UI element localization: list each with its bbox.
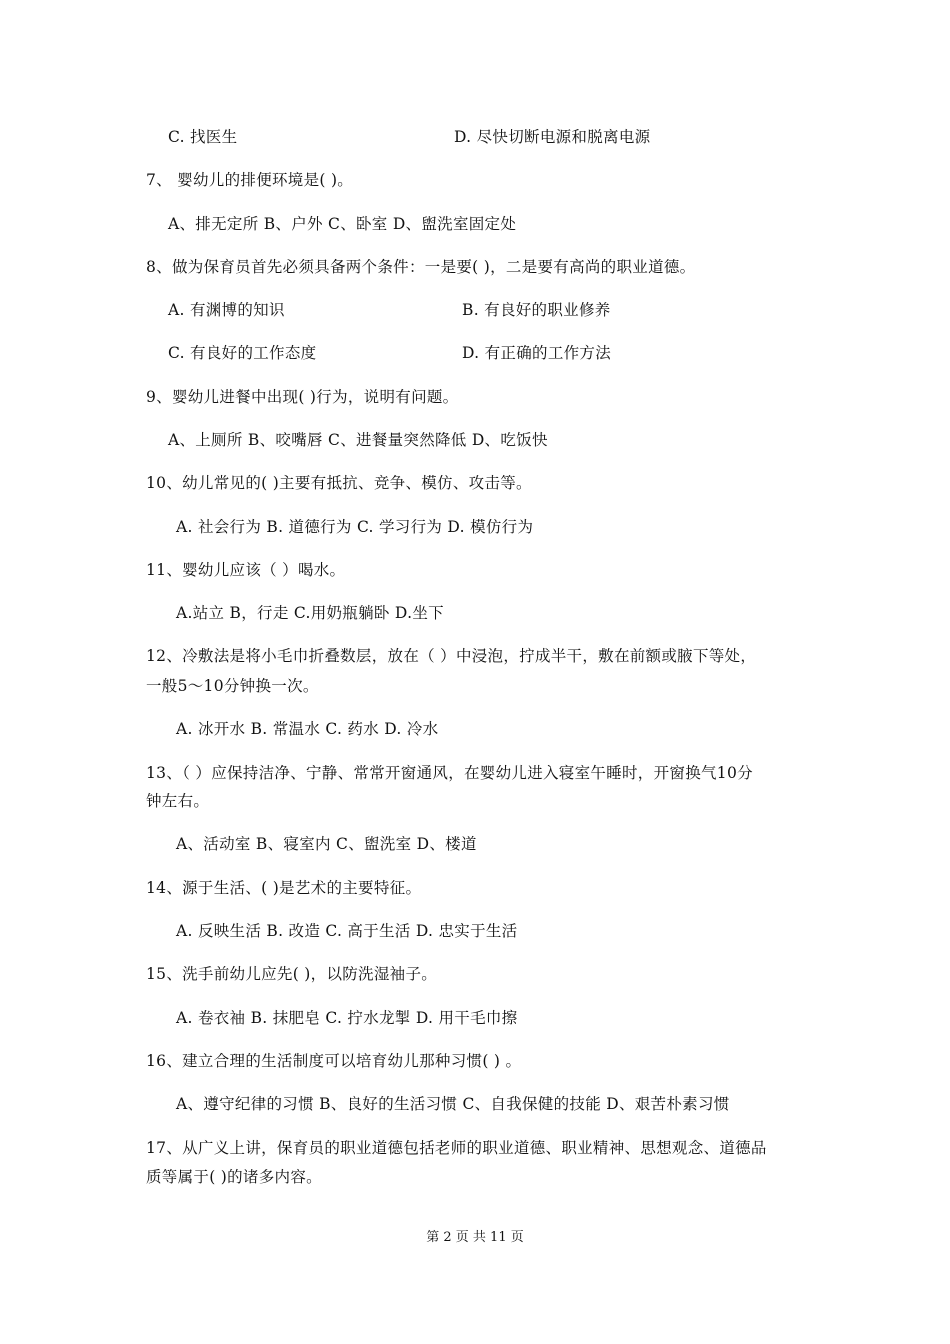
question-14: 14、源于生活、( )是艺术的主要特征。	[146, 879, 422, 897]
q15-options: A. 卷衣袖 B. 抹肥皂 C. 拧水龙掣 D. 用干毛巾擦	[176, 1009, 518, 1027]
q6-option-c: C. 找医生	[168, 128, 238, 146]
q12-options: A. 冰开水 B. 常温水 C. 药水 D. 冷水	[176, 720, 439, 738]
q11-options: A.站立 B，行走 C.用奶瓶躺卧 D.坐下	[176, 604, 444, 622]
q8-option-a: A. 有渊博的知识	[168, 301, 285, 319]
q7-options: A、排无定所 B、户外 C、卧室 D、盥洗室固定处	[168, 215, 517, 233]
page-footer: 第 2 页 共 11 页	[426, 1230, 524, 1245]
question-17-line-2: 质等属于( )的诸多内容。	[146, 1168, 322, 1186]
question-11: 11、婴幼儿应该（ ）喝水。	[146, 561, 346, 579]
question-8: 8、做为保育员首先必须具备两个条件：一是要( )，二是要有高尚的职业道德。	[146, 258, 696, 276]
q8-option-c: C. 有良好的工作态度	[168, 344, 317, 362]
question-16: 16、建立合理的生活制度可以培育幼儿那种习惯( ) 。	[146, 1052, 522, 1070]
q6-option-d: D. 尽快切断电源和脱离电源	[454, 128, 651, 146]
question-10: 10、幼儿常见的( )主要有抵抗、竞争、模仿、攻击等。	[146, 474, 532, 492]
q8-option-b: B. 有良好的职业修养	[462, 301, 611, 319]
q8-option-d: D. 有正确的工作方法	[462, 344, 612, 362]
question-13-line-2: 钟左右。	[146, 792, 210, 810]
question-7: 7、 婴幼儿的排便环境是( )。	[146, 171, 354, 189]
q9-options: A、上厕所 B、咬嘴唇 C、进餐量突然降低 D、吃饭快	[168, 431, 548, 449]
question-9: 9、婴幼儿进餐中出现( )行为，说明有问题。	[146, 388, 459, 406]
q14-options: A. 反映生活 B. 改造 C. 高于生活 D. 忠实于生活	[176, 922, 518, 940]
question-13-line-1: 13、（ ）应保持洁净、宁静、常常开窗通风，在婴幼儿进入寝室午睡时，开窗换气10分	[146, 764, 753, 782]
q13-options: A、活动室 B、寝室内 C、盥洗室 D、楼道	[176, 835, 477, 853]
question-12-line-2: 一般5～10分钟换一次。	[146, 677, 319, 695]
question-12-line-1: 12、冷敷法是将小毛巾折叠数层，放在（ ）中浸泡，拧成半干，敷在前额或腋下等处，	[146, 647, 757, 665]
q10-options: A. 社会行为 B. 道德行为 C. 学习行为 D. 模仿行为	[176, 518, 534, 536]
q16-options: A、遵守纪律的习惯 B、良好的生活习惯 C、自我保健的技能 D、艰苦朴素习惯	[176, 1095, 730, 1113]
question-15: 15、洗手前幼儿应先( )，以防洗湿袖子。	[146, 965, 438, 983]
question-17-line-1: 17、从广义上讲，保育员的职业道德包括老师的职业道德、职业精神、思想观念、道德品	[146, 1139, 767, 1157]
